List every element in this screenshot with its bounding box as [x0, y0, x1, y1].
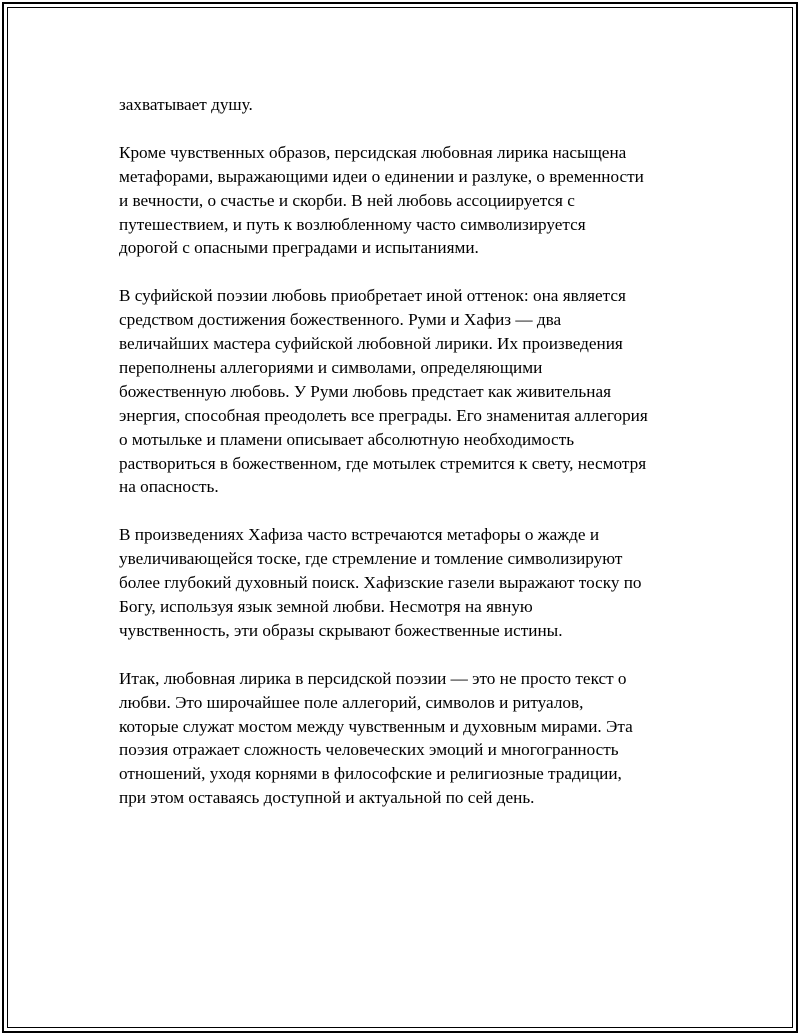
text-line: на опасность.: [119, 477, 219, 497]
text-line: чувственность, эти образы скрывают божественные истины.: [119, 620, 563, 640]
text-line: Итак, любовная лирика в персидской поэзии — это не просто текст о: [119, 668, 627, 688]
text-line: более глубокий духовный поиск. Хафизские газели выражают тоску по: [119, 573, 642, 593]
text-line: любви. Это широчайшее поле аллегорий, символов и ритуалов,: [119, 692, 584, 712]
text-line: раствориться в божественном, где мотылек стремится к свету, несмотря: [119, 453, 647, 473]
text-line: путешествием, и путь к возлюбленному часто символизируется: [119, 214, 586, 234]
text-line: Кроме чувственных образов, персидская любовная лирика насыщена: [119, 142, 627, 162]
text-line: божественную любовь. У Руми любовь предстает как живительная: [119, 381, 611, 401]
text-line: и вечности, о счастье и скорби. В ней любовь ассоциируется с: [119, 190, 575, 210]
text-line: метафорами, выражающими идеи о единении и разлуке, о временности: [119, 166, 644, 186]
text-line: В суфийской поэзии любовь приобретает иной оттенок: она является: [119, 286, 626, 306]
paragraph-1: [119, 93, 699, 117]
text-line: В произведениях Хафиза часто встречаются метафоры о жажде и: [119, 525, 600, 545]
text-line: величайших мастера суфийской любовной лирики. Их произведения: [119, 334, 623, 354]
text-line: о мотыльке и пламени описывает абсолютную необходимость: [119, 429, 575, 449]
paragraph-3: [119, 284, 699, 499]
text-line: переполнены аллегориями и символами, определяющими: [119, 357, 543, 377]
document-body: [119, 93, 699, 834]
paragraph-4: [119, 523, 699, 643]
text-line: средством достижения божественного. Руми и Хафиз — два: [119, 310, 562, 330]
text-line: увеличивающейся тоске, где стремление и томление символизируют: [119, 549, 623, 569]
text-line: захватывает душу.: [119, 95, 253, 114]
text-line: отношений, уходя корнями в философские и религиозные традиции,: [119, 764, 622, 784]
text-line: дорогой с опасными преградами и испытаниями.: [119, 238, 479, 258]
text-line: Богу, используя язык земной любви. Несмотря на явную: [119, 596, 533, 616]
text-line: которые служат мостом между чувственным и духовным мирами. Эта: [119, 716, 633, 736]
text-line: поэзия отражает сложность человеческих эмоций и многогранность: [119, 740, 619, 760]
text-line: при этом оставаясь доступной и актуальной по сей день.: [119, 788, 535, 808]
paragraph-5: [119, 667, 699, 810]
text-line: энергия, способная преодолеть все преграды. Его знаменитая аллегория: [119, 405, 648, 425]
paragraph-2: [119, 141, 699, 261]
